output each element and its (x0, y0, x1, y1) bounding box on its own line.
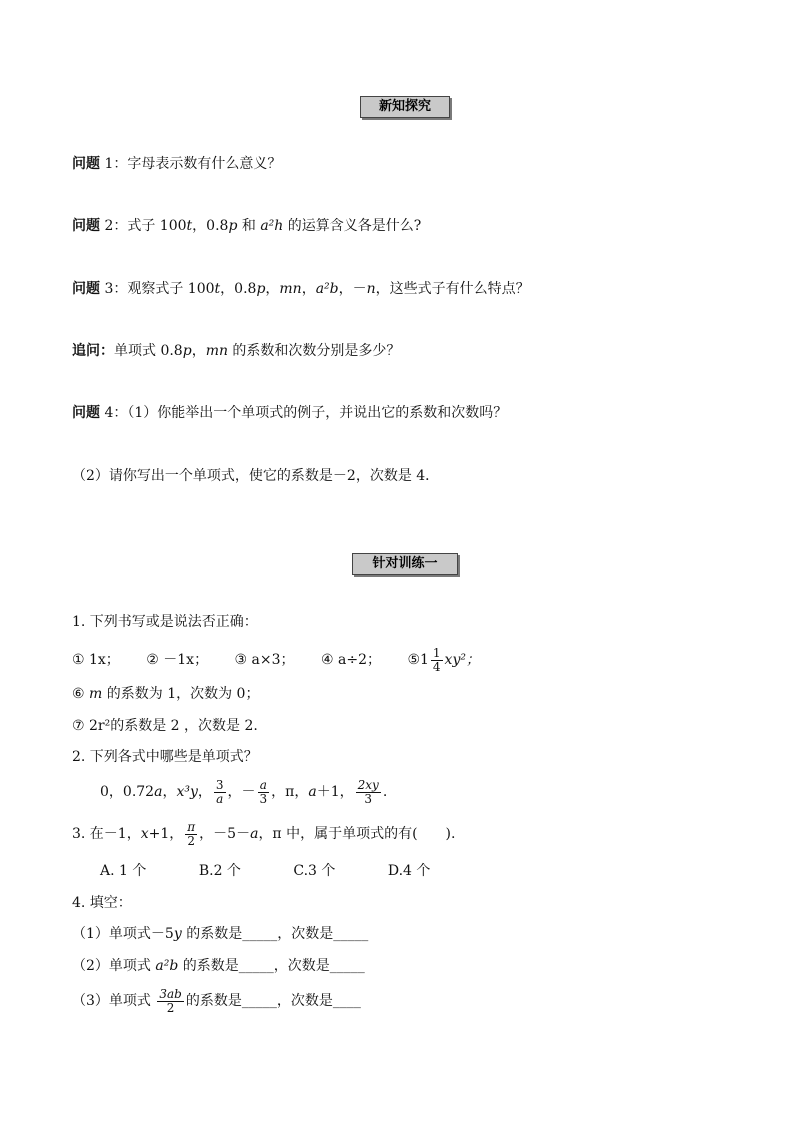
item: ⑤1 (407, 652, 429, 668)
option-b[interactable]: B.2 个 (198, 863, 241, 879)
text-part: 单项式 0.8 (114, 343, 183, 359)
exercise-2-expressions: 0，0.72a，x³y， $\frac{3}{a}$ ，－ $\frac{a}{3}$ ，π，a＋1， $\frac{2xy}{3}$ . (100, 777, 388, 806)
question-4-part-2: （2）请你写出一个单项式，使它的系数是－2，次数是 4． (72, 468, 440, 484)
exercise-4-part-1: （1）单项式－5y 的系数是_____，次数是_____ (72, 926, 369, 942)
math-var: n (366, 281, 376, 297)
question-2 (72, 216, 421, 236)
fraction: $\frac{2xy}{3}$ (357, 777, 379, 806)
question-label: 问题 (72, 156, 100, 172)
item: ③ a×3； (234, 652, 295, 668)
question-1 (72, 154, 281, 174)
section-title-explore: 新知探究 (360, 96, 450, 118)
question-number: 3： (100, 281, 128, 297)
math-expr: mn (279, 281, 302, 297)
option-d[interactable]: D.4 个 (387, 863, 431, 879)
math-var: m (89, 686, 103, 702)
fraction: $\frac{\pi}{2}$ (187, 819, 196, 848)
follow-up-label: 追问： (72, 343, 114, 359)
text-part: 的系数和次数分别是多少？ (227, 343, 401, 359)
math-expr: mn (205, 343, 228, 359)
math-var: p (256, 281, 266, 297)
exercise-1-line-6: ⑥ m 的系数为 1，次数为 0； (72, 686, 260, 702)
exercise-1-line-7: ⑦ 2r²的系数是 2 ，次数是 2. (72, 718, 258, 734)
text-part: ，0.8 (192, 218, 229, 234)
exercise-3: 3. 在－1，x+1， $\frac{\pi}{2}$ ，－5－a，π 中，属于单项式的有( ). (72, 819, 456, 848)
question-number: 1： (100, 156, 128, 172)
question-text: （1）你能举出一个单项式的例子，并说出它的系数和次数吗？ (127, 405, 508, 421)
math-var: t (186, 218, 193, 234)
question-3 (72, 279, 530, 299)
fraction: $\frac{a}{3}$ (259, 777, 268, 806)
fraction: $\frac{1}{4}$ (432, 645, 441, 674)
text-part: ， (265, 281, 280, 297)
math-var: p (228, 218, 238, 234)
item: ② －1x； (146, 652, 209, 668)
follow-up-question (72, 341, 400, 361)
fraction: $\frac{3}{a}$ (215, 777, 224, 806)
math-expr: a²b (315, 281, 339, 297)
text-part: ， (191, 343, 206, 359)
text-part: ，－ (338, 281, 367, 297)
exercise-4-part-2: （2）单项式 a²b 的系数是_____，次数是_____ (72, 958, 365, 974)
item: ④ a÷2； (320, 652, 381, 668)
exercise-1-title: 1. 下列书写或是说法否正确： (72, 614, 258, 630)
exercise-4-part-3: （3）单项式 $\frac{3ab}{2}$ 的系数是_____，次数是____ (72, 986, 361, 1015)
text-part: 的运算含义各是什么? (283, 218, 422, 234)
question-number: 4： (100, 405, 128, 421)
exercise-4-title: 4. 填空： (72, 895, 132, 911)
text-part: ， (301, 281, 316, 297)
text-part: 观察式子 100 (127, 281, 215, 297)
item: ① 1x； (72, 652, 120, 668)
text-part: ，0.8 (220, 281, 257, 297)
section-title-practice: 针对训练一 (352, 553, 458, 575)
exercise-1-items (72, 646, 480, 674)
math-var: p (182, 343, 192, 359)
question-text: 字母表示数有什么意义？ (127, 156, 282, 172)
option-c[interactable]: C.3 个 (293, 863, 336, 879)
question-label: 问题 (72, 405, 100, 421)
exercise-2-title: 2. 下列各式中哪些是单项式？ (72, 749, 258, 765)
item: xy²； (444, 652, 480, 668)
exercise-3-options (100, 861, 430, 881)
question-label: 问题 (72, 281, 100, 297)
math-expr: a²h (260, 218, 284, 234)
text-part: 和 (237, 218, 261, 234)
text-part: ，这些式子有什么特点？ (375, 281, 530, 297)
fraction: $\frac{3ab}{2}$ (159, 986, 182, 1015)
math-var: t (214, 281, 221, 297)
question-4 (72, 403, 507, 423)
question-number: 2： (100, 218, 128, 234)
option-a[interactable]: A. 1 个 (100, 863, 147, 879)
question-label: 问题 (72, 218, 100, 234)
text-part: 式子 100 (127, 218, 187, 234)
